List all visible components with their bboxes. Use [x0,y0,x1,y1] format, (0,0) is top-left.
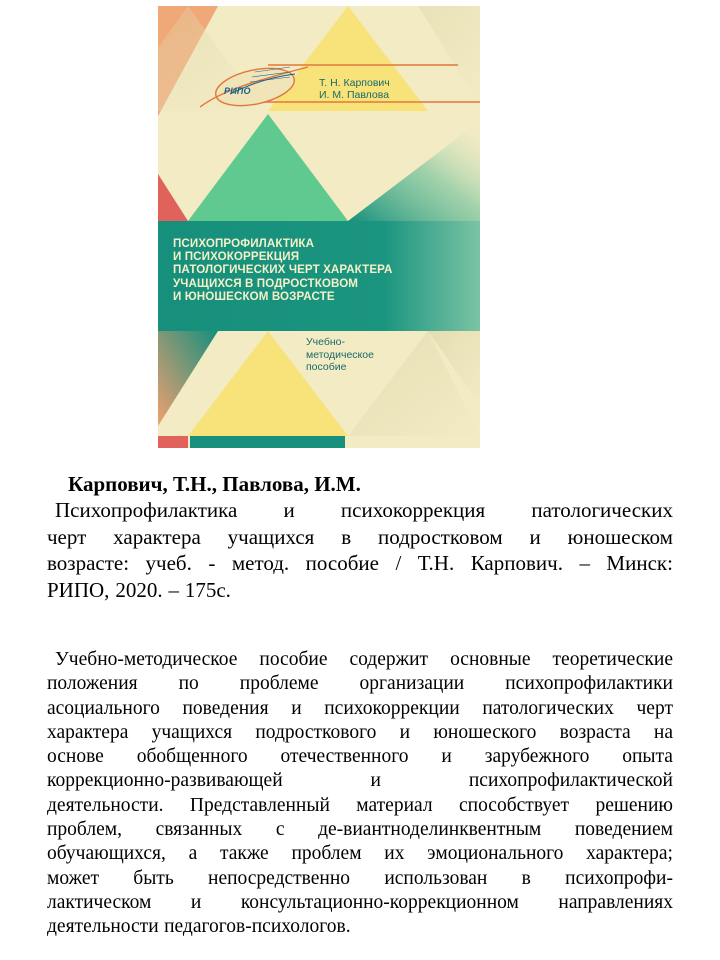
text-line [47,648,673,672]
word: в [521,867,531,889]
cover-subtitle-line: методическое [306,348,374,361]
word: возрасте: [47,551,130,575]
word: подростковом [378,524,503,549]
word: 2020. [115,577,163,602]
cover-title-line: ПАТОЛОГИЧЕСКИХ ЧЕРТ ХАРАКТЕРА [173,263,393,277]
word: Минск: [606,551,673,575]
word: зарубежного [484,746,590,768]
word: основные [450,649,531,670]
word: – [579,551,590,575]
word: педагогов-психологов. [164,916,351,938]
word: а [188,843,198,865]
cover-author: Т. Н. Карпович [319,77,390,89]
abstract-paragraph [47,648,673,940]
word: положения [47,673,138,695]
word: коррекционно-развивающей [47,770,283,792]
word: обобщенного [136,746,248,768]
word: психопрофи- [565,867,673,889]
cover-title-line: УЧАЩИХСЯ В ПОДРОСТКОВОМ [173,276,359,290]
word: Карпович. [470,551,563,575]
word: и [399,721,411,743]
word: организации [359,673,465,695]
text-line [47,794,673,818]
word: лактическом [47,891,152,913]
word: эмоционального [427,843,564,865]
word: решению [595,794,673,816]
word: деятельности. [47,794,164,816]
word: учащихся [151,721,233,743]
word: проблеме [239,673,319,695]
bibliography-author: Карпович, Т.Н., Павлова, И.М. [68,472,361,496]
word: теоретические [552,649,673,670]
cover-author: И. М. Павлова [319,89,390,101]
cover-subtitle [306,336,374,374]
word: де-виантноделинквентным [318,819,542,841]
word: поведения [182,697,269,719]
word: также [219,843,269,865]
text-line [47,577,673,604]
logo-text: РИПО [224,86,251,96]
word: патологических [531,498,673,522]
word: материал [356,794,433,816]
word: патологических [482,697,614,719]
text-line [47,769,673,793]
word: Психопрофилактика [55,498,238,522]
text-line [47,524,673,551]
word: асоциального [47,697,160,719]
word: юношеском [567,524,673,549]
word: пособие [305,551,379,575]
word: их [384,843,405,865]
text-line [47,721,673,745]
text-line [47,915,673,939]
word: возраста [559,721,631,743]
word: учащихся [227,524,315,549]
text-line [47,867,673,891]
word: учеб. [145,551,192,575]
word: с [275,819,285,841]
text-line [47,842,673,866]
word: и [283,498,295,522]
book-cover [158,6,480,448]
word: / [395,551,402,575]
word: в [341,524,352,549]
word: пособие [259,649,328,670]
word: поведением [574,819,673,841]
word: и [370,770,381,792]
word: направлениях [558,891,673,913]
bibliography-description [47,497,673,603]
word: подросткового [255,721,377,743]
text-line [47,697,673,721]
word: - [208,551,216,575]
text-line [47,818,673,842]
word: непосредственно [208,867,351,889]
word: способствует [458,794,570,816]
word: психопрофилактики [505,673,673,695]
word: содержит [349,649,429,670]
cover-title-line: И ПСИХОКОРРЕКЦИЯ [173,250,300,264]
cover-subtitle-line: пособие [306,361,347,373]
text-line [47,497,673,524]
word: психокоррекция [340,498,486,522]
text-line [47,550,673,577]
cover-title-line: И ЮНОШЕСКОМ ВОЗРАСТЕ [173,289,335,303]
word: быть [133,867,174,889]
word: основе [47,746,104,768]
text-line [47,891,673,915]
word: черт [636,697,673,719]
word: может [47,867,99,889]
word: Учебно-методическое [55,649,238,670]
word: проблем [291,843,362,865]
word: деятельности [47,916,159,938]
word: характера [113,524,201,549]
word: Представленный [189,794,330,816]
word: метод. [231,551,290,575]
word: РИПО, [47,577,110,602]
word: характера; [586,843,673,865]
word: по [178,673,199,695]
word: – [168,577,179,602]
word: на [653,721,673,743]
word: связанных [155,819,243,841]
word: консультационно-коррекционном [240,891,519,913]
word: опыта [622,746,673,768]
word: использован [384,867,488,889]
word: 175с. [184,577,231,602]
word: и [529,524,541,549]
word: Т.Н. [417,551,455,575]
word: и [441,746,452,768]
word: психопрофилактической [468,770,673,792]
cover-subtitle-line: Учебно- [306,336,346,348]
word: отечественного [280,746,409,768]
word: характера [47,721,129,743]
word: черт [47,524,87,549]
text-line [47,745,673,769]
word: и [291,697,302,719]
word: юношеского [433,721,537,743]
word: обучающихся, [47,843,166,865]
word: проблем, [47,819,122,841]
ripo-logo-icon [200,62,310,112]
cover-title [173,237,392,303]
cover-title-line: ПСИХОПРОФИЛАКТИКА [173,237,315,250]
text-line [47,672,673,696]
word: психокоррекции [324,697,460,719]
word: и [190,891,202,913]
cover-authors [319,77,390,101]
